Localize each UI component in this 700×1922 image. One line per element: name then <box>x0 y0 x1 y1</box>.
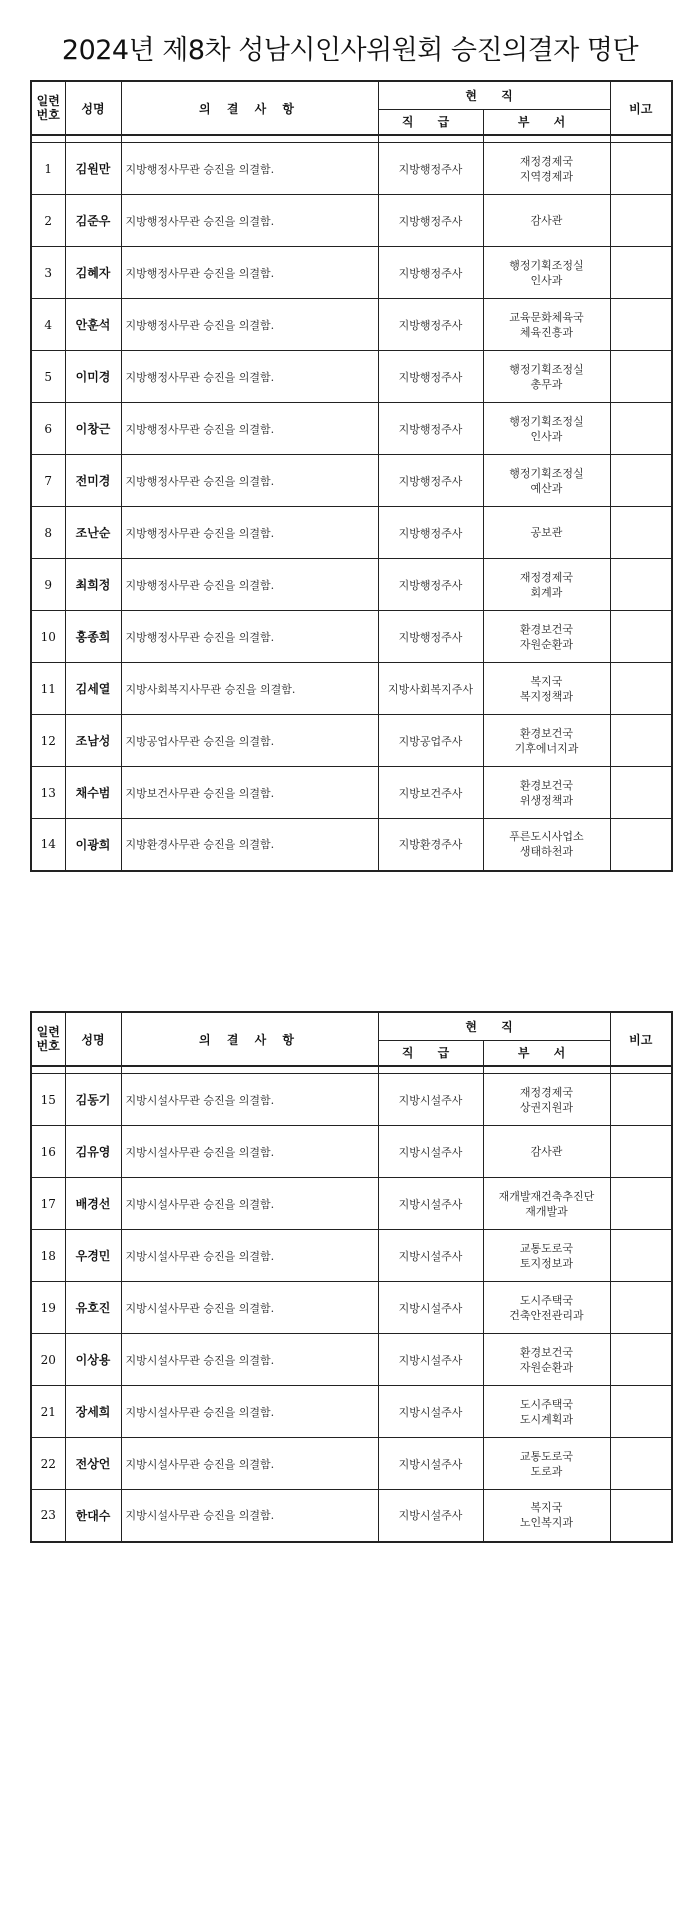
header-rank: 직 급 <box>378 1040 483 1066</box>
decision-text: 지방시설사무관 승진을 의결함. <box>121 1490 378 1542</box>
header-name: 성명 <box>65 1012 121 1066</box>
roster-table-1 <box>30 80 673 872</box>
person-name: 홍종희 <box>65 611 121 663</box>
header-name: 성명 <box>65 81 121 135</box>
decision-text: 지방행정사무관 승진을 의결함. <box>121 143 378 195</box>
note-cell <box>610 195 672 247</box>
rank-text: 지방시설주사 <box>378 1126 483 1178</box>
department-division: 복지국 <box>530 674 563 688</box>
department-cell <box>483 715 610 767</box>
note-cell <box>610 1074 672 1126</box>
department-team: 건축안전관리과 <box>509 1308 584 1322</box>
department-division: 환경보건국 <box>519 1345 574 1359</box>
table-row <box>31 1438 672 1490</box>
decision-text: 지방행정사무관 승진을 의결함. <box>121 403 378 455</box>
serial-number: 16 <box>31 1126 65 1178</box>
rank-text: 지방행정주사 <box>378 403 483 455</box>
header-decision: 의 결 사 항 <box>121 81 378 135</box>
note-cell <box>610 559 672 611</box>
person-name: 이창근 <box>65 403 121 455</box>
note-cell <box>610 819 672 871</box>
department-division: 푸른도시사업소 <box>509 830 584 844</box>
note-cell <box>610 715 672 767</box>
person-name: 최희정 <box>65 559 121 611</box>
header-current-position: 현 직 <box>378 1012 610 1040</box>
header-decision: 의 결 사 항 <box>121 1012 378 1066</box>
header-department: 부 서 <box>483 1040 610 1066</box>
decision-text: 지방사회복지사무관 승진을 의결함. <box>121 663 378 715</box>
department-division: 도시주택국 <box>519 1397 574 1411</box>
decision-text: 지방환경사무관 승진을 의결함. <box>121 819 378 871</box>
header-note: 비고 <box>610 81 672 135</box>
decision-text: 지방행정사무관 승진을 의결함. <box>121 247 378 299</box>
table-row <box>31 1282 672 1334</box>
serial-number: 17 <box>31 1178 65 1230</box>
decision-text: 지방보건사무관 승진을 의결함. <box>121 767 378 819</box>
note-cell <box>610 1386 672 1438</box>
decision-text: 지방행정사무관 승진을 의결함. <box>121 351 378 403</box>
note-cell <box>610 1334 672 1386</box>
department-cell <box>483 1334 610 1386</box>
rank-text: 지방시설주사 <box>378 1074 483 1126</box>
serial-number: 6 <box>31 403 65 455</box>
serial-number: 21 <box>31 1386 65 1438</box>
department-cell <box>483 1074 610 1126</box>
serial-number: 15 <box>31 1074 65 1126</box>
roster-table-2 <box>30 1011 673 1543</box>
table-row <box>31 143 672 195</box>
person-name: 김준우 <box>65 195 121 247</box>
note-cell <box>610 611 672 663</box>
rank-text: 지방행정주사 <box>378 507 483 559</box>
department-division: 재정경제국 <box>519 154 574 168</box>
header-department: 부 서 <box>483 109 610 135</box>
table-row <box>31 455 672 507</box>
department-team: 위생정책과 <box>519 793 574 807</box>
department-cell <box>483 507 610 559</box>
serial-number: 9 <box>31 559 65 611</box>
department-team: 도로과 <box>530 1464 563 1478</box>
serial-number: 7 <box>31 455 65 507</box>
person-name: 조남성 <box>65 715 121 767</box>
rank-text: 지방시설주사 <box>378 1282 483 1334</box>
department-team: 자원순환과 <box>519 1360 574 1374</box>
department-cell <box>483 1386 610 1438</box>
table-row <box>31 1178 672 1230</box>
department-cell <box>483 819 610 871</box>
department-division: 재정경제국 <box>519 570 574 584</box>
department-team: 재개발과 <box>525 1204 568 1218</box>
department-division: 재개발재건축추진단 <box>498 1189 595 1203</box>
department-cell <box>483 611 610 663</box>
rank-text: 지방행정주사 <box>378 195 483 247</box>
person-name: 우경민 <box>65 1230 121 1282</box>
department-cell <box>483 1178 610 1230</box>
note-cell <box>610 1178 672 1230</box>
person-name: 김세열 <box>65 663 121 715</box>
department-cell <box>483 1230 610 1282</box>
rank-text: 지방시설주사 <box>378 1334 483 1386</box>
department-division: 행정기획조정실 <box>509 466 584 480</box>
department-cell <box>483 143 610 195</box>
note-cell <box>610 767 672 819</box>
department-team: 기후에너지과 <box>514 741 579 755</box>
note-cell <box>610 247 672 299</box>
decision-text: 지방행정사무관 승진을 의결함. <box>121 559 378 611</box>
decision-text: 지방행정사무관 승진을 의결함. <box>121 299 378 351</box>
rank-text: 지방행정주사 <box>378 611 483 663</box>
table-row <box>31 1386 672 1438</box>
serial-number: 8 <box>31 507 65 559</box>
decision-text: 지방행정사무관 승진을 의결함. <box>121 195 378 247</box>
decision-text: 지방행정사무관 승진을 의결함. <box>121 611 378 663</box>
table-row <box>31 715 672 767</box>
person-name: 유호진 <box>65 1282 121 1334</box>
person-name: 김유영 <box>65 1126 121 1178</box>
note-cell <box>610 1438 672 1490</box>
rank-text: 지방시설주사 <box>378 1438 483 1490</box>
department-division: 교육문화체육국 <box>509 310 584 324</box>
department-team: 총무과 <box>530 377 563 391</box>
rank-text: 지방시설주사 <box>378 1178 483 1230</box>
department-division: 행정기획조정실 <box>509 258 584 272</box>
header-serial-number: 일련 번호 <box>31 81 65 135</box>
decision-text: 지방시설사무관 승진을 의결함. <box>121 1074 378 1126</box>
rank-text: 지방행정주사 <box>378 455 483 507</box>
department-cell <box>483 455 610 507</box>
table-row <box>31 1230 672 1282</box>
department-team: 토지정보과 <box>519 1256 574 1270</box>
table-row <box>31 299 672 351</box>
department-team: 예산과 <box>530 481 563 495</box>
table-row <box>31 1334 672 1386</box>
header-serial-number: 일련 번호 <box>31 1012 65 1066</box>
rank-text: 지방시설주사 <box>378 1386 483 1438</box>
department-cell <box>483 299 610 351</box>
department-division: 환경보건국 <box>519 622 574 636</box>
serial-number: 20 <box>31 1334 65 1386</box>
table-row <box>31 195 672 247</box>
note-cell <box>610 507 672 559</box>
serial-number: 12 <box>31 715 65 767</box>
table-row <box>31 507 672 559</box>
department-cell <box>483 1490 610 1542</box>
decision-text: 지방행정사무관 승진을 의결함. <box>121 455 378 507</box>
department-division: 행정기획조정실 <box>509 362 584 376</box>
table-row <box>31 611 672 663</box>
department-team: 인사과 <box>530 429 563 443</box>
decision-text: 지방공업사무관 승진을 의결함. <box>121 715 378 767</box>
department-division: 교통도로국 <box>519 1449 574 1463</box>
note-cell <box>610 299 672 351</box>
table-row <box>31 559 672 611</box>
person-name: 이광희 <box>65 819 121 871</box>
table-row <box>31 351 672 403</box>
decision-text: 지방시설사무관 승진을 의결함. <box>121 1386 378 1438</box>
person-name: 김혜자 <box>65 247 121 299</box>
person-name: 전상언 <box>65 1438 121 1490</box>
serial-number: 5 <box>31 351 65 403</box>
serial-number: 23 <box>31 1490 65 1542</box>
rank-text: 지방보건주사 <box>378 767 483 819</box>
rank-text: 지방공업주사 <box>378 715 483 767</box>
rank-text: 지방환경주사 <box>378 819 483 871</box>
serial-number: 22 <box>31 1438 65 1490</box>
note-cell <box>610 1230 672 1282</box>
person-name: 배경선 <box>65 1178 121 1230</box>
serial-number: 2 <box>31 195 65 247</box>
person-name: 안훈석 <box>65 299 121 351</box>
rank-text: 지방행정주사 <box>378 299 483 351</box>
rank-text: 지방시설주사 <box>378 1230 483 1282</box>
department-team: 도시계획과 <box>519 1412 574 1426</box>
serial-number: 11 <box>31 663 65 715</box>
department-division: 복지국 <box>530 1501 563 1515</box>
page-title: 2024년 제8차 성남시인사위원회 승진의결자 명단 <box>61 35 639 66</box>
note-cell <box>610 351 672 403</box>
serial-number: 10 <box>31 611 65 663</box>
serial-number: 4 <box>31 299 65 351</box>
table-row <box>31 1126 672 1178</box>
person-name: 김동기 <box>65 1074 121 1126</box>
note-cell <box>610 455 672 507</box>
rank-text: 지방행정주사 <box>378 247 483 299</box>
department-division: 행정기획조정실 <box>509 414 584 428</box>
department-division: 재정경제국 <box>519 1085 574 1099</box>
note-cell <box>610 1282 672 1334</box>
person-name: 장세희 <box>65 1386 121 1438</box>
person-name: 전미경 <box>65 455 121 507</box>
department-team: 노인복지과 <box>519 1516 574 1530</box>
department-team: 자원순환과 <box>519 637 574 651</box>
note-cell <box>610 143 672 195</box>
rank-text: 지방사회복지주사 <box>378 663 483 715</box>
department-cell <box>483 247 610 299</box>
person-name: 한대수 <box>65 1490 121 1542</box>
serial-number: 19 <box>31 1282 65 1334</box>
department-division: 도시주택국 <box>519 1293 574 1307</box>
department-cell <box>483 351 610 403</box>
person-name: 김원만 <box>65 143 121 195</box>
department-team: 체육진흥과 <box>519 325 574 339</box>
note-cell <box>610 1126 672 1178</box>
decision-text: 지방시설사무관 승진을 의결함. <box>121 1334 378 1386</box>
header-rank: 직 급 <box>378 109 483 135</box>
department-cell <box>483 559 610 611</box>
rank-text: 지방행정주사 <box>378 143 483 195</box>
header-current-position: 현 직 <box>378 81 610 109</box>
note-cell <box>610 663 672 715</box>
department-division: 환경보건국 <box>519 778 574 792</box>
serial-number: 13 <box>31 767 65 819</box>
decision-text: 지방시설사무관 승진을 의결함. <box>121 1126 378 1178</box>
person-name: 이미경 <box>65 351 121 403</box>
department-cell <box>483 195 610 247</box>
table-row <box>31 767 672 819</box>
department-team: 상권지원과 <box>519 1100 574 1114</box>
decision-text: 지방시설사무관 승진을 의결함. <box>121 1282 378 1334</box>
department-division: 감사관 <box>530 214 563 227</box>
department-team: 생태하천과 <box>519 845 574 859</box>
department-cell <box>483 1282 610 1334</box>
serial-number: 1 <box>31 143 65 195</box>
department-cell <box>483 1438 610 1490</box>
person-name: 이상용 <box>65 1334 121 1386</box>
table-row <box>31 403 672 455</box>
rank-text: 지방행정주사 <box>378 559 483 611</box>
department-team: 복지정책과 <box>519 689 574 703</box>
person-name: 조난순 <box>65 507 121 559</box>
department-team: 회계과 <box>530 585 563 599</box>
note-cell <box>610 403 672 455</box>
serial-number: 14 <box>31 819 65 871</box>
serial-number: 3 <box>31 247 65 299</box>
department-team: 지역경제과 <box>519 169 574 183</box>
table-row <box>31 1074 672 1126</box>
department-team: 인사과 <box>530 273 563 287</box>
department-division: 환경보건국 <box>519 726 574 740</box>
rank-text: 지방시설주사 <box>378 1490 483 1542</box>
department-cell <box>483 663 610 715</box>
rank-text: 지방행정주사 <box>378 351 483 403</box>
table-row <box>31 247 672 299</box>
department-cell <box>483 1126 610 1178</box>
serial-number: 18 <box>31 1230 65 1282</box>
decision-text: 지방시설사무관 승진을 의결함. <box>121 1438 378 1490</box>
decision-text: 지방시설사무관 승진을 의결함. <box>121 1178 378 1230</box>
decision-text: 지방시설사무관 승진을 의결함. <box>121 1230 378 1282</box>
department-cell <box>483 767 610 819</box>
department-cell <box>483 403 610 455</box>
department-division: 공보관 <box>530 526 563 539</box>
decision-text: 지방행정사무관 승진을 의결함. <box>121 507 378 559</box>
person-name: 채수범 <box>65 767 121 819</box>
header-note: 비고 <box>610 1012 672 1066</box>
department-division: 교통도로국 <box>519 1241 574 1255</box>
table-row <box>31 1490 672 1542</box>
note-cell <box>610 1490 672 1542</box>
department-division: 감사관 <box>530 1145 563 1158</box>
table-row <box>31 663 672 715</box>
table-row <box>31 819 672 871</box>
